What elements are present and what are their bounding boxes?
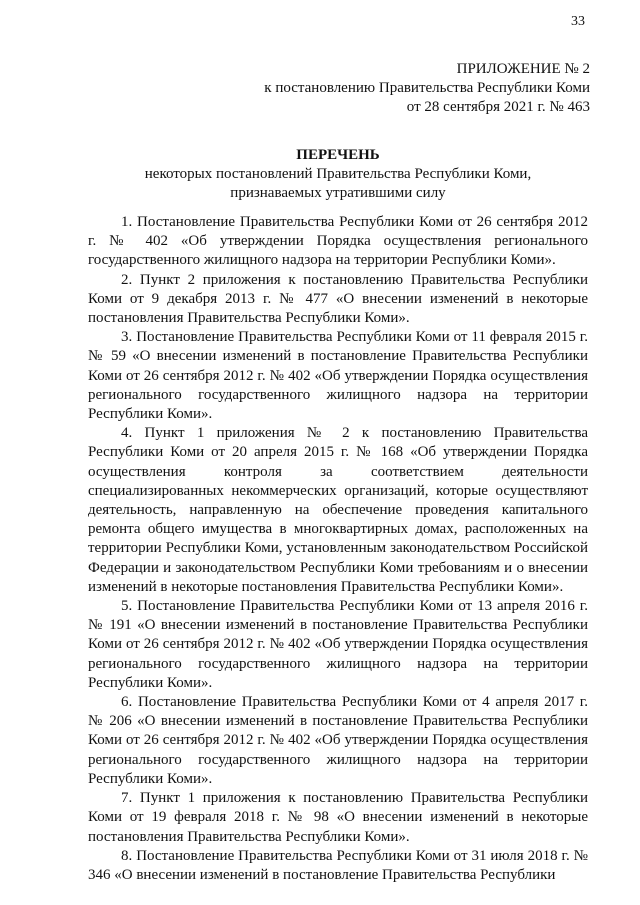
list-item-5: 5. Постановление Правительства Республики Коми от 13 апреля 2016 г. № 191 «О внесении изменений в постановление Правительства Республики Коми от 26 сентября 2012 г. № 402 «Об утверждении Порядка осуществления регионального государственного жилищного надзора на территории Республики Коми». bbox=[88, 598, 588, 691]
appendix-title: ПРИЛОЖЕНИЕ № 2 bbox=[456, 61, 590, 77]
list-item-2: 2. Пункт 2 приложения к постановлению Правительства Республики Коми от 9 декабря 2013 г. № 477 «О внесении изменений в некоторые постановления Правительства Республики Коми». bbox=[88, 271, 588, 327]
list-item-8: 8. Постановление Правительства Республики Коми от 31 июля 2018 г. № 346 «О внесении изменений в постановление Правительства Республики bbox=[88, 847, 588, 883]
document-subtitle-line2: признаваемых утратившими силу bbox=[230, 185, 446, 201]
appendix-reference: к постановлению Правительства Республики Коми bbox=[264, 80, 590, 96]
document-body bbox=[88, 213, 588, 885]
list-item-4: 4. Пункт 1 приложения № 2 к постановлению Правительства Республики Коми от 20 апреля 2015 г. № 168 «Об утверждении Порядка осуществления контроля за соответствием деятельности специализированных некоммерческих организаций, которые осуществляют деятельность, направленную на обеспечение проведения капитального ремонта общего имущества в многоквартирных домах, расположенных на территории Республики Коми, установленным законодательством Российской Федерации и законодательством Республики Коми требованиям и о внесении изменений в некоторые постановления Правительства Республики Коми». bbox=[88, 425, 588, 595]
list-item-7: 7. Пункт 1 приложения к постановлению Правительства Республики Коми от 19 февраля 2018 г. № 98 «О внесении изменений в некоторые постановления Правительства Республики Коми». bbox=[88, 790, 588, 845]
document-subtitle-line1: некоторых постановлений Правительства Республики Коми, bbox=[144, 166, 532, 182]
document-title: ПЕРЕЧЕНЬ bbox=[296, 147, 380, 163]
list-item-6: 6. Постановление Правительства Республики Коми от 4 апреля 2017 г. № 206 «О внесении изменений в постановление Правительства Республики Коми от 26 сентября 2012 г. № 402 «Об утверждении Порядка осуществления регионального государственного жилищного надзора на территории Республики Коми». bbox=[88, 694, 588, 787]
appendix-date: от 28 сентября 2021 г. № 463 bbox=[406, 99, 590, 115]
list-item-3: 3. Постановление Правительства Республики Коми от 11 февраля 2015 г. № 59 «О внесении изменений в постановление Правительства Республики Коми от 26 сентября 2012 г. № 402 «Об утверждении Порядка осуществления регионального государственного жилищного надзора на территории Республики Коми». bbox=[88, 329, 588, 423]
appendix-header bbox=[264, 60, 590, 117]
page-number: 33 bbox=[571, 14, 585, 29]
document-heading bbox=[88, 146, 588, 203]
list-item-1: 1. Постановление Правительства Республики Коми от 26 сентября 2012 г. № 402 «Об утверждении Порядка осуществления регионального государственного жилищного надзора на территории Республики Коми». bbox=[88, 214, 588, 269]
